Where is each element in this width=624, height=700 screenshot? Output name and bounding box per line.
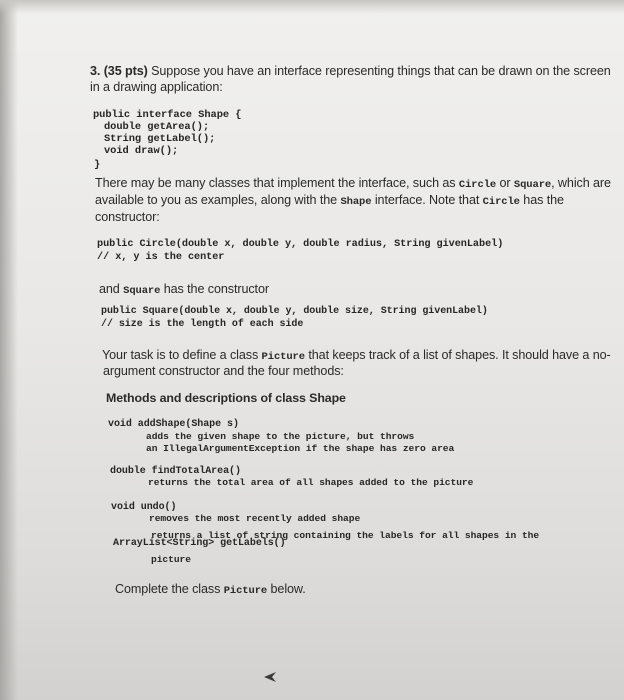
method-find-total-area-description: returns the total area of all shapes added to the picture <box>148 477 474 488</box>
closing-text: Complete the class <box>115 582 224 596</box>
closing-instruction <box>115 582 306 597</box>
code-square-constructor: public Square(double x, double y, double size, String givenLabel) <box>101 306 488 317</box>
question-intro-line-1 <box>90 64 611 78</box>
classes-text: or <box>496 176 514 190</box>
square-text: and <box>99 282 124 296</box>
classes-text: There may be many classes that implement the interface, such as <box>95 176 459 190</box>
inline-code-picture: Picture <box>261 351 305 363</box>
inline-code-square: Square <box>123 285 161 297</box>
code-interface-close: } <box>94 159 101 171</box>
code-get-area: double getArea(); <box>104 121 210 133</box>
code-circle-comment: // x, y is the center <box>97 252 225 263</box>
method-undo-signature: void undo() <box>111 502 177 513</box>
inline-code-circle: Circle <box>458 179 497 191</box>
inline-code-shape: Shape <box>340 196 372 208</box>
code-get-label: String getLabel(); <box>104 133 216 145</box>
classes-text: available to you as examples, along with the <box>95 193 341 207</box>
method-get-labels-description-2: picture <box>151 554 191 565</box>
closing-text: below. <box>267 582 306 596</box>
task-text: Your task is to define a class <box>102 348 262 362</box>
inline-code-circle: Circle <box>482 196 520 208</box>
page-shadow-top <box>0 0 624 14</box>
task-paragraph-line-1 <box>102 348 611 363</box>
square-text: has the constructor <box>160 282 269 296</box>
classes-text: interface. Note that <box>371 193 483 207</box>
code-square-comment: // size is the length of each side <box>101 319 304 330</box>
page-shadow-left <box>0 0 18 700</box>
code-interface-declaration: public interface Shape { <box>93 109 242 121</box>
inline-code-picture: Picture <box>223 585 268 597</box>
method-add-shape-description-1: adds the given shape to the picture, but throws <box>146 431 415 442</box>
mouse-pointer-icon <box>262 669 278 685</box>
method-add-shape-signature: void addShape(Shape s) <box>108 419 239 430</box>
code-circle-constructor: public Circle(double x, double y, double radius, String givenLabel) <box>97 239 504 250</box>
classes-paragraph-line-2 <box>95 193 564 208</box>
question-number: 3. (35 pts) <box>90 64 148 78</box>
classes-paragraph-line-1 <box>95 176 611 191</box>
method-add-shape-description-2: an IllegalArgumentException if the shape has zero area <box>146 443 455 454</box>
code-draw: void draw(); <box>104 145 179 157</box>
inline-code-square: Square <box>513 179 552 191</box>
square-intro-text <box>99 282 269 297</box>
question-intro-text: Suppose you have an interface representing things that can be drawn on the screen <box>147 64 611 78</box>
method-undo-description: removes the most recently added shape <box>149 513 361 524</box>
classes-text: has the <box>519 193 564 207</box>
methods-heading: Methods and descriptions of class Shape <box>106 391 346 405</box>
task-text: that keeps track of a list of shapes. It should have a no- <box>304 348 611 362</box>
task-paragraph-line-2: argument constructor and the four methods: <box>103 364 344 378</box>
classes-paragraph-line-3: constructor: <box>95 210 160 224</box>
method-get-labels-description-1: returns a list of string containing the labels for all shapes in the <box>151 530 540 541</box>
method-find-total-area-signature: double findTotalArea() <box>110 466 241 477</box>
method-get-labels-signature: ArrayList<String> getLabels() <box>113 538 286 549</box>
classes-text: , which are <box>551 176 611 190</box>
question-intro-line-2: in a drawing application: <box>90 80 223 94</box>
